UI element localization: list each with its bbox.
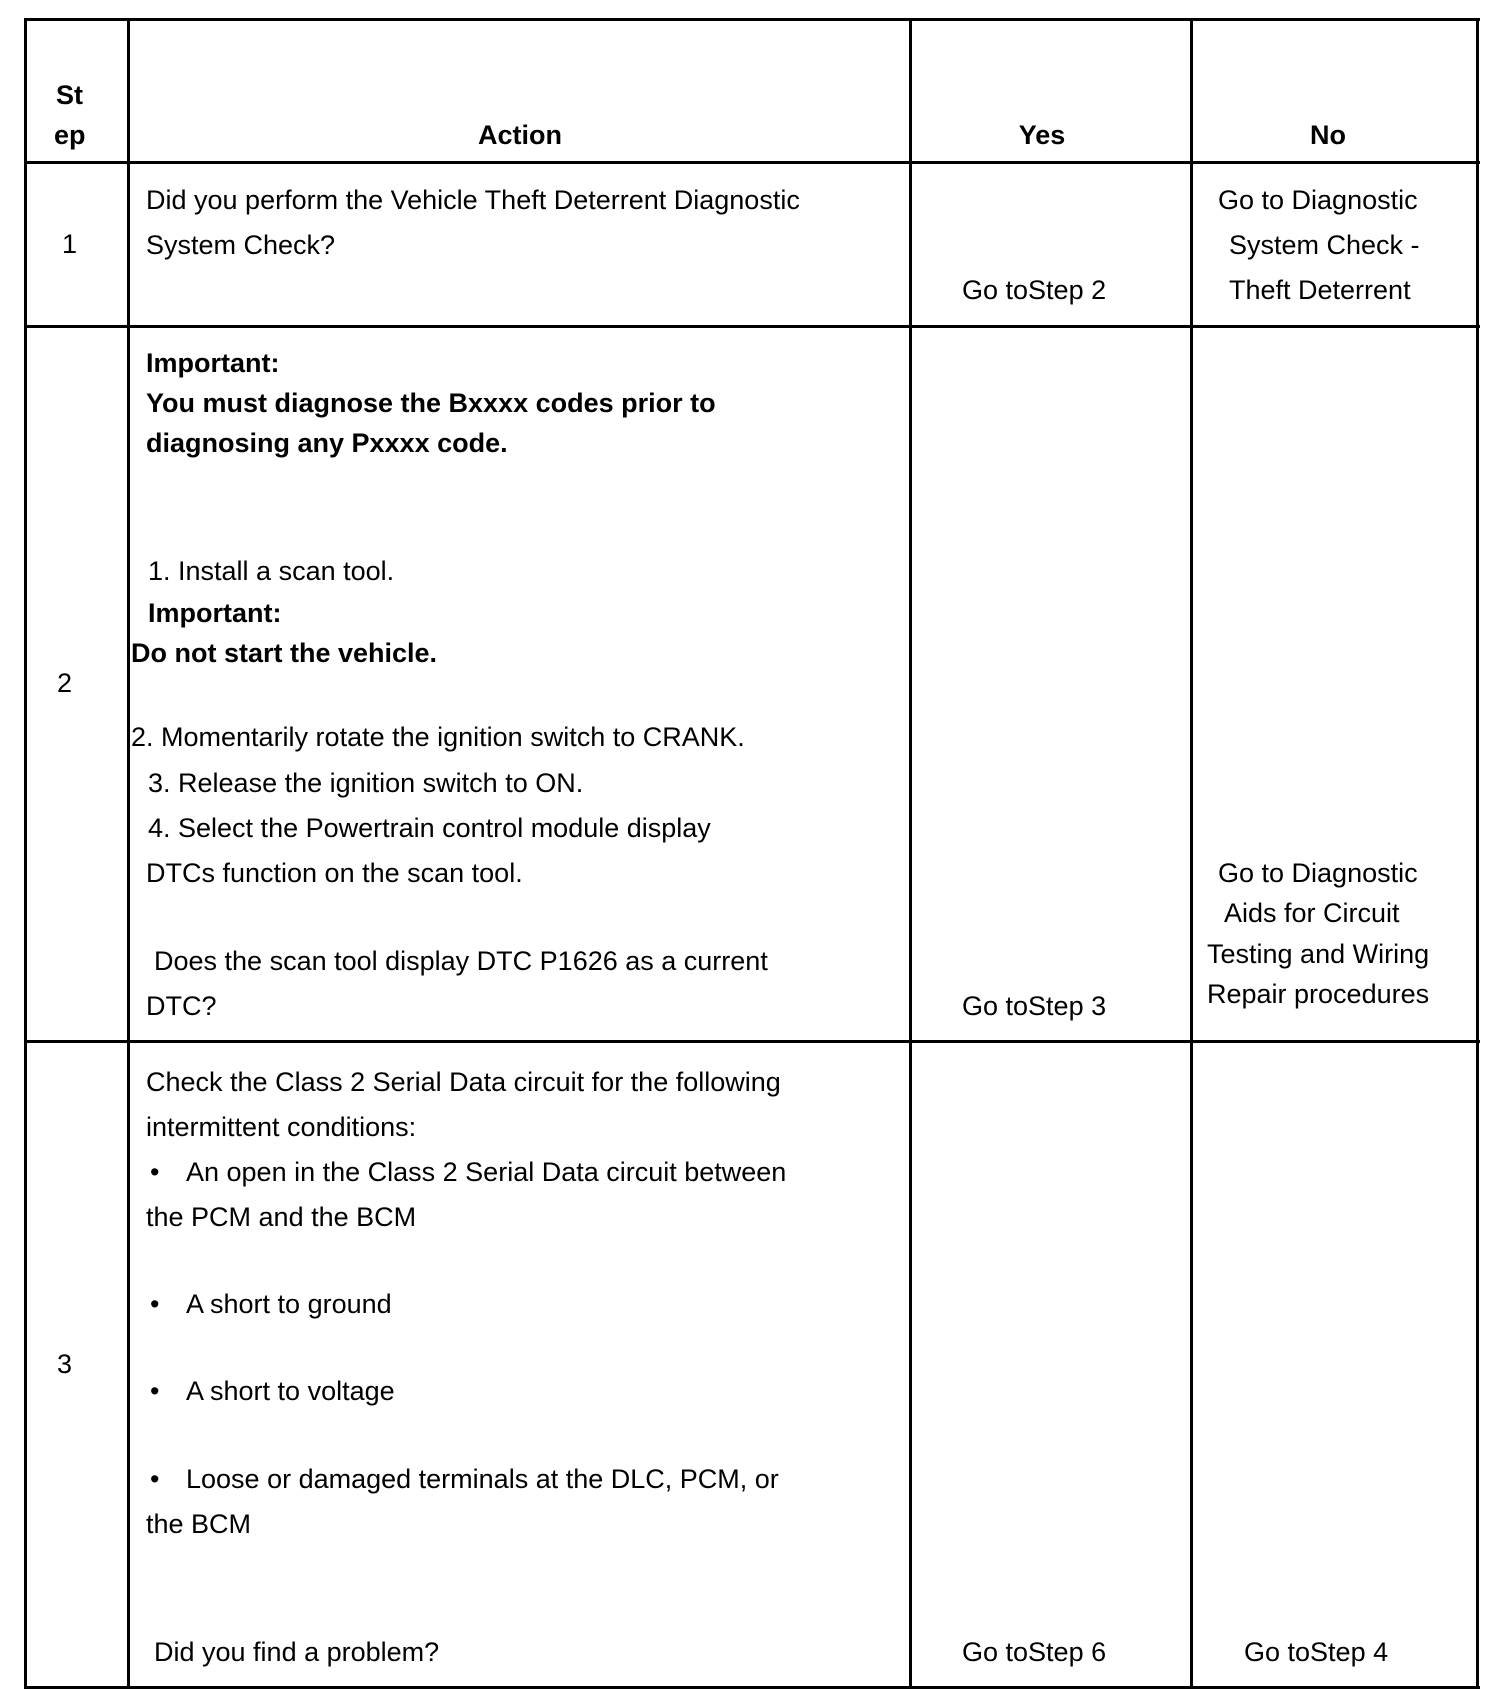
row-divider [24, 325, 1480, 328]
bullet-icon: • [150, 1157, 160, 1187]
condition-item: A short to voltage [186, 1376, 395, 1406]
yes-result: Go toStep 3 [962, 991, 1107, 1021]
condition-item: Loose or damaged terminals at the DLC, PCM, or [186, 1464, 779, 1494]
table-border-top [24, 18, 1480, 21]
condition-item: the PCM and the BCM [146, 1202, 417, 1232]
procedure-step: DTCs function on the scan tool. [146, 858, 523, 888]
column-divider [1190, 18, 1193, 1689]
no-result: Repair procedures [1207, 979, 1430, 1009]
table-border-right [1476, 18, 1479, 1689]
important-note: diagnosing any Pxxxx code. [146, 428, 508, 458]
no-result: Testing and Wiring [1207, 939, 1430, 969]
procedure-step: 2. Momentarily rotate the ignition switch to CRANK. [131, 722, 745, 752]
column-divider [127, 18, 130, 1689]
question-text: Did you find a problem? [154, 1637, 440, 1667]
procedure-step: 3. Release the ignition switch to ON. [148, 768, 584, 798]
no-result: Theft Deterrent [1229, 275, 1411, 305]
header-divider [24, 161, 1480, 164]
important-note: You must diagnose the Bxxxx codes prior to [146, 388, 716, 418]
action-text: System Check? [146, 230, 336, 260]
no-result: Go to Diagnostic [1218, 185, 1418, 215]
step-number: 2 [57, 668, 73, 698]
no-result: Aids for Circuit [1224, 898, 1400, 928]
procedure-step: 1. Install a scan tool. [148, 556, 395, 586]
important-label: Important: [148, 598, 282, 628]
row-divider [24, 1040, 1480, 1043]
action-text: Check the Class 2 Serial Data circuit for the following [146, 1067, 781, 1097]
header-action: Action [478, 120, 562, 150]
condition-item: An open in the Class 2 Serial Data circuit between [186, 1157, 787, 1187]
no-result: Go to Diagnostic [1218, 858, 1418, 888]
bullet-icon: • [150, 1376, 160, 1406]
bullet-icon: • [150, 1289, 160, 1319]
yes-result: Go toStep 6 [962, 1637, 1107, 1667]
yes-result: Go toStep 2 [962, 275, 1107, 305]
action-text: Did you perform the Vehicle Theft Deterrent Diagnostic [146, 185, 800, 215]
header-no: No [1310, 120, 1346, 150]
table-border-left [24, 18, 27, 1689]
question-text: Does the scan tool display DTC P1626 as a current [154, 946, 768, 976]
condition-item: A short to ground [186, 1289, 392, 1319]
action-text: intermittent conditions: [146, 1112, 417, 1142]
condition-item: the BCM [146, 1509, 252, 1539]
no-result: System Check - [1229, 230, 1420, 260]
procedure-step: 4. Select the Powertrain control module display [148, 813, 711, 843]
no-result: Go toStep 4 [1244, 1637, 1389, 1667]
step-number: 1 [62, 229, 78, 259]
column-divider [909, 18, 912, 1689]
header-step-line2: ep [54, 120, 86, 150]
table-border-bottom [24, 1686, 1480, 1689]
step-number: 3 [57, 1349, 73, 1379]
bullet-icon: • [150, 1464, 160, 1494]
important-note: Do not start the vehicle. [131, 638, 438, 668]
question-text: DTC? [146, 991, 217, 1021]
important-label: Important: [146, 348, 280, 378]
header-step-line1: St [56, 80, 83, 110]
header-yes: Yes [1018, 120, 1066, 150]
